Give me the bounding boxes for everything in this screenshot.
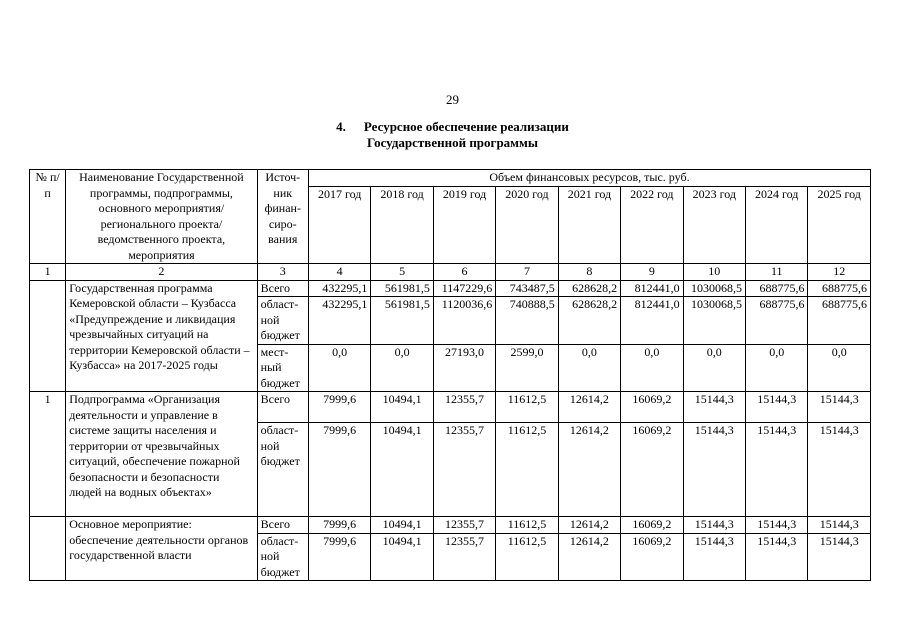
table-cell: 1030068,5 [683,297,745,345]
table-cell: 0,0 [808,344,871,392]
table-cell: 15144,3 [746,423,808,517]
header-year: 2023 год [683,186,745,264]
table-cell: 15144,3 [683,423,745,517]
table-row [30,392,871,423]
column-number: 4 [308,264,370,281]
table-cell: 15144,3 [683,533,745,581]
table-cell: 12355,7 [433,392,495,423]
table-cell: 15144,3 [808,423,871,517]
column-number: 10 [683,264,745,281]
table-cell: 812441,0 [621,280,683,297]
table-row [30,280,871,297]
table-cell: 15144,3 [746,533,808,581]
row-name: Основное мероприятие: обеспечение деятельности органов государственной власти [66,517,257,581]
table-cell: 15144,3 [808,533,871,581]
header-source: Источ-ник финан-сиро-вания [257,170,308,264]
column-number: 11 [746,264,808,281]
table-cell: 1147229,6 [433,280,495,297]
table-cell: 12614,2 [558,517,620,534]
header-year: 2019 год [433,186,495,264]
table-cell: 12355,7 [433,517,495,534]
table-cell: 0,0 [621,344,683,392]
table-cell: 16069,2 [621,423,683,517]
table-cell: 7999,6 [308,533,370,581]
table-cell: 12355,7 [433,423,495,517]
table-cell: 12355,7 [433,533,495,581]
table-cell: 15144,3 [808,392,871,423]
row-source: област-ной бюджет [257,423,308,517]
table-cell: 15144,3 [808,517,871,534]
table-cell: 16069,2 [621,533,683,581]
column-number: 5 [371,264,433,281]
column-number: 2 [66,264,257,281]
header-year: 2018 год [371,186,433,264]
table-cell: 688775,6 [808,280,871,297]
table-cell: 16069,2 [621,517,683,534]
table-cell: 743487,5 [496,280,558,297]
table-cell: 432295,1 [308,280,370,297]
table-cell: 7999,6 [308,423,370,517]
header-year: 2017 год [308,186,370,264]
table-cell: 11612,5 [496,533,558,581]
table-cell: 688775,6 [808,297,871,345]
row-source: Всего [257,517,308,534]
table-cell: 12614,2 [558,423,620,517]
resource-table [29,169,871,581]
table-cell: 688775,6 [746,297,808,345]
row-source: Всего [257,392,308,423]
table-cell: 11612,5 [496,423,558,517]
table-cell: 628628,2 [558,297,620,345]
column-number: 7 [496,264,558,281]
row-name: Подпрограмма «Организация деятельности и управление в системе защиты населения и территории от чрезвычайных ситуаций, обеспечение пожарной безопасности и безопасности людей на водных объектах» [66,392,257,517]
header-volume: Объем финансовых ресурсов, тыс. руб. [308,170,870,187]
column-number: 9 [621,264,683,281]
table-cell: 812441,0 [621,297,683,345]
row-num: 1 [30,392,66,517]
header-year: 2025 год [808,186,871,264]
table-cell: 12614,2 [558,392,620,423]
column-number: 1 [30,264,66,281]
table-cell: 740888,5 [496,297,558,345]
table-cell: 12614,2 [558,533,620,581]
table-cell: 10494,1 [371,517,433,534]
table-cell: 16069,2 [621,392,683,423]
table-cell: 1120036,6 [433,297,495,345]
section-number: 4. [336,119,346,134]
column-number: 12 [808,264,871,281]
header-row [30,170,871,187]
table-cell: 0,0 [308,344,370,392]
row-num [30,517,66,581]
table-cell: 561981,5 [371,280,433,297]
column-number: 3 [257,264,308,281]
section-title-line-1: Ресурсное обеспечение реализации [363,119,569,134]
table-cell: 7999,6 [308,392,370,423]
header-year: 2021 год [558,186,620,264]
row-source: област-ной бюджет [257,297,308,345]
table-cell: 0,0 [371,344,433,392]
row-source: област-ной бюджет [257,533,308,581]
table-cell: 10494,1 [371,423,433,517]
table-cell: 688775,6 [746,280,808,297]
table-cell: 15144,3 [683,517,745,534]
section-heading [0,119,905,151]
table-cell: 10494,1 [371,392,433,423]
column-number: 8 [558,264,620,281]
table-cell: 628628,2 [558,280,620,297]
header-name: Наименование Государственной программы, подпрограммы, основного мероприятия/регионального проекта/ведомственного проекта, мероприятия [66,170,257,264]
table-cell: 0,0 [683,344,745,392]
header-year: 2024 год [746,186,808,264]
page-number: 29 [446,92,459,107]
table-cell: 15144,3 [746,392,808,423]
header-year: 2022 год [621,186,683,264]
header-num: № п/п [30,170,66,264]
table-cell: 27193,0 [433,344,495,392]
table-cell: 2599,0 [496,344,558,392]
table-cell: 15144,3 [683,392,745,423]
section-title-line-2: Государственной программы [366,135,539,150]
row-name: Государственная программа Кемеровской области – Кузбасса «Предупреждение и ликвидация чрезвычайных ситуаций на территории Кемеровской области – Кузбасса» на 2017-2025 годы [66,280,257,392]
table-cell: 0,0 [558,344,620,392]
table-cell: 0,0 [746,344,808,392]
row-num [30,280,66,392]
table-cell: 7999,6 [308,517,370,534]
table-cell: 10494,1 [371,533,433,581]
column-number-row [30,264,871,281]
table-row [30,517,871,534]
column-number: 6 [433,264,495,281]
header-year: 2020 год [496,186,558,264]
table-cell: 11612,5 [496,517,558,534]
row-source: Всего [257,280,308,297]
table-cell: 561981,5 [371,297,433,345]
table-cell: 11612,5 [496,392,558,423]
table-cell: 15144,3 [746,517,808,534]
table-cell: 432295,1 [308,297,370,345]
row-source: мест-ный бюджет [257,344,308,392]
table-cell: 1030068,5 [683,280,745,297]
